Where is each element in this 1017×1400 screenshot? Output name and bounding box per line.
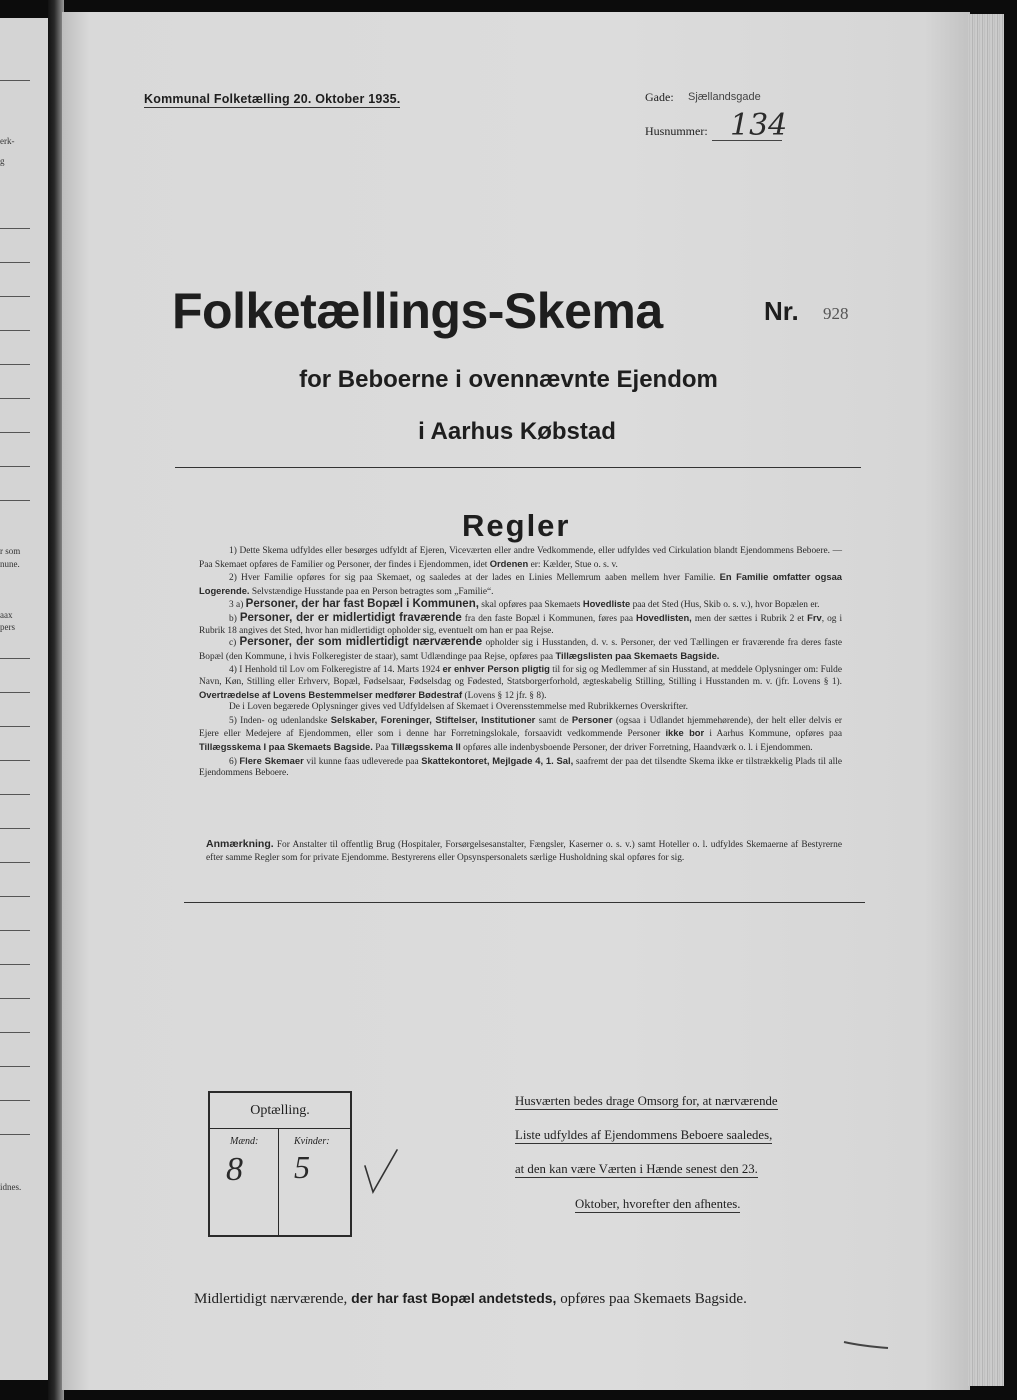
women-count: 5 bbox=[294, 1149, 310, 1185]
men-label: Mænd: bbox=[230, 1136, 259, 1147]
landlord-notice-line: Husværten bedes drage Omsorg for, at nærværende bbox=[515, 1094, 778, 1108]
divider bbox=[175, 467, 861, 468]
divider bbox=[184, 902, 865, 903]
rule-3b: b) Personer, der er midlertidigt fraværende fra den faste Bopæl i Kommunen, føres paa Hovedlisten, men der sættes i Rubrik 2 et Frv, og i Rubrik 18 angives det Sted, hvor han midlertidigt opholder sig, eventuelt om han er paa Rejse. bbox=[199, 611, 843, 636]
rule-3a: 3 a) Personer, der har fast Bopæl i Kommunen, skal opføres paa Skemaets Hovedliste paa det Sted (Hus, Skib o. s. v.), hvor Bopælen er. bbox=[229, 598, 820, 611]
form-subtitle-city: i Aarhus Købstad bbox=[418, 418, 616, 445]
left-page-text: idnes. bbox=[0, 1182, 22, 1192]
rule-1: 1) Dette Skema udfyldes eller besørges udfyldt af Ejeren, Viceværten eller andre Vedkommende, eller udfyldes ved Cirkulation blandt Ejendommens Beboere. — Paa Skemaet opføres de Familier og Personer, der findes i Ejendommen, idet Ordenen er: Kælder, Stue o. s. v. bbox=[199, 546, 842, 570]
rule-3c: c) Personer, der som midlertidigt nærværende opholder sig i Husstanden, d. v. s. Personer, der ved Tællingen er fraværende fra deres faste Bopæl (den Kommune, i hvis Folkeregister de staar), samt Udlændinge paa Rejse, opføres paa Tillægslisten paa Skemaets Bagside. bbox=[199, 636, 843, 662]
rule-4: 4) I Henhold til Lov om Folkeregistre af 14. Marts 1924 er enhver Person pligtig til for sig og Medlemmer af sin Husstand, at meddele Oplysninger om: Fulde Navn, Køn, Stilling eller Erhverv, Bopæl, Fødselsaar, Fødselsdag og Fødested, Statsborgerforhold, ægteskabelig Stilling, Stilling i Husstanden m. v. (jfr. Lovens § 1). Overtrædelse af Lovens Bestemmelser medfører Bødestraf (Lovens § 12 jfr. § 8). bbox=[199, 663, 843, 701]
rule-2: 2) Hver Familie opføres for sig paa Skemaet, og saaledes at der lades en Linies Mellemrum aaben mellem hver Familie. En Familie omfatter ogsaa Logerende. Selvstændige Husstande paa en Person betragtes som „Familie“. bbox=[199, 571, 842, 597]
census-header: Kommunal Folketælling 20. Oktober 1935. bbox=[144, 92, 401, 106]
rule-6: 6) Flere Skemaer vil kunne faas udleverede paa Skattekontoret, Mejlgade 4, 1. Sal, saafremt der paa det tilsendte Skema ikke er tilstrækkelig Plads til alle Ejendommens Beboere. bbox=[199, 754, 843, 779]
form-title: Folketællings-Skema bbox=[172, 283, 663, 339]
remark-label: Anmærkning. bbox=[206, 838, 274, 850]
left-page-fragment bbox=[0, 18, 48, 1380]
house-number-label: Husnummer: bbox=[645, 124, 708, 138]
landlord-notice-line: Oktober, hvorefter den afhentes. bbox=[575, 1197, 741, 1211]
remark-text: For Anstalter til offentlig Brug (Hospitaler, Forsørgelsesanstalter, Fængsler, Kaserner o. s. v.) samt Hoteller o. l. udfyldes Skemaerne af Bestyrerne efter samme Regler som for private Ejendomme. Bestyrerens eller Opsynspersonalets særlige Husholdning skal opføres for sig. bbox=[206, 840, 843, 863]
rule-5: 5) Inden- og udenlandske Selskaber, Foreninger, Stiftelser, Institutioner samt de Personer (ogsaa i Udlandet hjemmehørende), der helt eller delvis er Ejere eller Medejere af Ejendommen, eller som i denne har Forretningslokale, forsaavidt vedkommende Personer ikke bor i Aarhus Kommune, opføres paa Tillægsskema I paa Skemaets Bagside. Paa Tillægsskema II opføres alle indenbysboende Personer, der driver Forretning, Haandværk o. l. i Ejendommen. bbox=[199, 713, 843, 753]
left-page-text: g bbox=[0, 156, 5, 166]
street-label: Gade: bbox=[645, 90, 674, 104]
street-value: Sjællandsgade bbox=[688, 91, 761, 103]
house-number-value: 134 bbox=[730, 108, 788, 143]
men-count: 8 bbox=[226, 1151, 243, 1188]
tally-title: Optælling. bbox=[210, 1093, 350, 1129]
left-page-text: nune. bbox=[0, 559, 20, 569]
rules-body bbox=[199, 546, 842, 780]
form-subtitle: for Beboerne i ovennævnte Ejendom bbox=[299, 366, 718, 393]
ink-smudge bbox=[842, 1338, 892, 1352]
form-number-label: Nr. bbox=[764, 296, 799, 326]
left-page-text: pers bbox=[0, 622, 15, 632]
women-label: Kvinder: bbox=[294, 1136, 330, 1147]
form-number-value: 928 bbox=[823, 304, 849, 323]
footer-instruction: Midlertidigt nærværende, der har fast Bopæl andetsteds, opføres paa Skemaets Bagside. bbox=[194, 1290, 747, 1307]
rule-4b: De i Loven begærede Oplysninger gives ved Udfyldelsen af Skemaet i Overensstemmelse med Rubrikkernes Overskrifter. bbox=[229, 702, 688, 713]
landlord-notice-line: Liste udfyldes af Ejendommens Beboere saaledes, bbox=[515, 1128, 773, 1142]
left-page-text: aax bbox=[0, 610, 13, 620]
page-edges bbox=[968, 14, 1008, 1386]
remark bbox=[206, 838, 842, 864]
landlord-notice-line: at den kan være Værten i Hænde senest den 23. bbox=[515, 1162, 758, 1176]
rules-heading: Regler bbox=[462, 508, 571, 543]
tally-box bbox=[208, 1091, 352, 1237]
left-page-text: erk- bbox=[0, 136, 15, 146]
checkmark-icon bbox=[363, 1148, 403, 1198]
left-page-text: r som bbox=[0, 546, 21, 556]
